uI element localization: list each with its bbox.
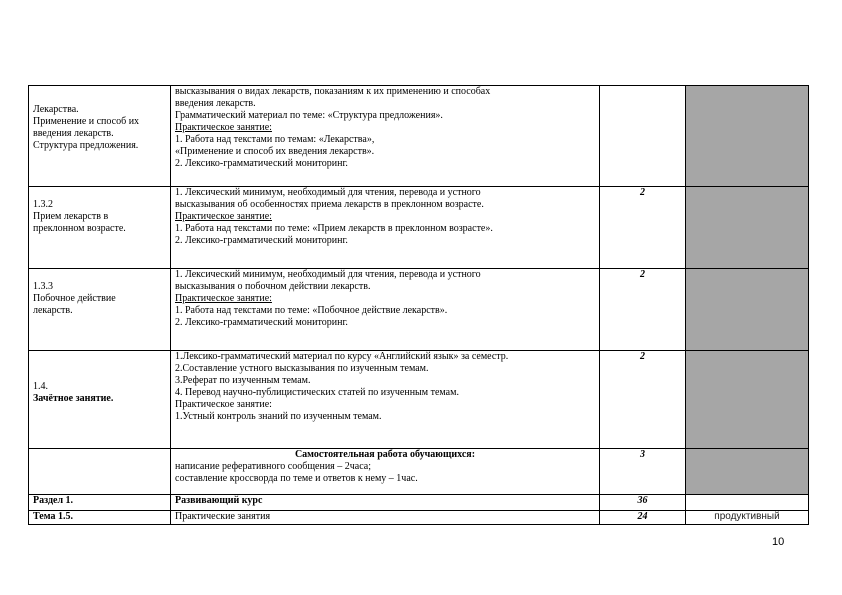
content-line: 1. Работа над текстами по теме: «Прием лекарств в преклонном возрасте». — [175, 223, 493, 234]
level-cell — [686, 495, 809, 511]
table-row — [29, 351, 809, 449]
content-line: высказывания об особенностях приема лекарств в преклонном возрасте. — [175, 199, 484, 210]
content-line: 1. Работа над текстами по темам: «Лекарства», — [175, 134, 375, 145]
content-line: 1. Работа над текстами по теме: «Побочное действие лекарств». — [175, 305, 448, 316]
topic-line: введения лекарств. — [33, 128, 114, 139]
content-cell — [171, 351, 600, 449]
topic-line: Прием лекарств в — [33, 211, 109, 222]
topic-code: 1.3.2 — [33, 199, 53, 210]
hours-cell — [600, 86, 686, 187]
content-line: 2. Лексико-грамматический мониторинг. — [175, 158, 348, 169]
content-line: высказывания о видах лекарств, показаниям к их применению и способах — [175, 86, 491, 97]
hours-cell: 2 — [600, 269, 686, 351]
practical-heading: Практическое занятие: — [175, 211, 272, 222]
hours-cell: 2 — [600, 351, 686, 449]
topic-line: преклонном возрасте. — [33, 223, 126, 234]
table-row — [29, 269, 809, 351]
content-line: «Применение и способ их введения лекарств». — [175, 146, 375, 157]
section-cell: Раздел 1. — [29, 495, 171, 511]
content-cell — [171, 187, 600, 269]
table-row — [29, 495, 809, 511]
topic-cell — [29, 351, 171, 449]
table-row — [29, 511, 809, 525]
content-line: введения лекарств. — [175, 98, 256, 109]
page-number: 10 — [772, 536, 785, 548]
topic-line: Побочное действие — [33, 293, 116, 304]
content-cell: Практические занятия — [171, 511, 600, 525]
topic-line: Применение и способ их — [33, 116, 140, 127]
topic-title: Зачётное занятие. — [33, 393, 114, 404]
content-cell — [171, 86, 600, 187]
topic-line: Лекарства. — [33, 104, 79, 115]
level-cell — [686, 351, 809, 449]
content-cell — [171, 449, 600, 495]
level-cell — [686, 269, 809, 351]
topic-code: 1.3.3 — [33, 281, 53, 292]
content-line: Практическое занятие: — [175, 399, 272, 410]
hours-cell: 3 — [600, 449, 686, 495]
hours-cell: 2 — [600, 187, 686, 269]
content-line: 3.Реферат по изученным темам. — [175, 375, 311, 386]
table-row — [29, 449, 809, 495]
practical-heading: Практическое занятие: — [175, 122, 272, 133]
topic-code: 1.4. — [33, 381, 48, 392]
topic-cell — [29, 187, 171, 269]
content-line: 1. Лексический минимум, необходимый для чтения, перевода и устного — [175, 269, 481, 280]
topic-cell — [29, 269, 171, 351]
section-cell: Тема 1.5. — [29, 511, 171, 525]
level-cell: продуктивный — [686, 511, 809, 525]
content-cell: Развивающий курс — [171, 495, 600, 511]
content-line: 2. Лексико-грамматический мониторинг. — [175, 235, 348, 246]
content-line: 1.Устный контроль знаний по изученным темам. — [175, 411, 382, 422]
self-study-title: Самостоятельная работа обучающихся: — [294, 449, 476, 460]
content-line: высказывания о побочном действии лекарств. — [175, 281, 371, 292]
hours-cell: 24 — [600, 511, 686, 525]
hours-cell: 36 — [600, 495, 686, 511]
table-row — [29, 86, 809, 187]
content-line: составление кроссворда по теме и ответов к нему – 1час. — [175, 473, 418, 484]
content-cell — [171, 269, 600, 351]
content-line: 4. Перевод научно-публицистических статей по изученным темам. — [175, 387, 459, 398]
topic-line: лекарств. — [33, 305, 73, 316]
content-line: Грамматический материал по теме: «Структура предложения». — [175, 110, 443, 121]
topic-line: Структура предложения. — [33, 140, 139, 151]
practical-heading: Практическое занятие: — [175, 293, 272, 304]
curriculum-table — [28, 85, 809, 525]
topic-cell — [29, 449, 171, 495]
content-line: 2.Составление устного высказывания по изученным темам. — [175, 363, 429, 374]
content-line: 1. Лексический минимум, необходимый для чтения, перевода и устного — [175, 187, 481, 198]
content-line: 2. Лексико-грамматический мониторинг. — [175, 317, 348, 328]
level-cell — [686, 187, 809, 269]
topic-cell — [29, 86, 171, 187]
table-row — [29, 187, 809, 269]
content-line: 1.Лексико-грамматический материал по курсу «Английский язык» за семестр. — [175, 351, 509, 362]
level-cell — [686, 449, 809, 495]
level-cell — [686, 86, 809, 187]
content-line: написание реферативного сообщения – 2часа; — [175, 461, 372, 472]
